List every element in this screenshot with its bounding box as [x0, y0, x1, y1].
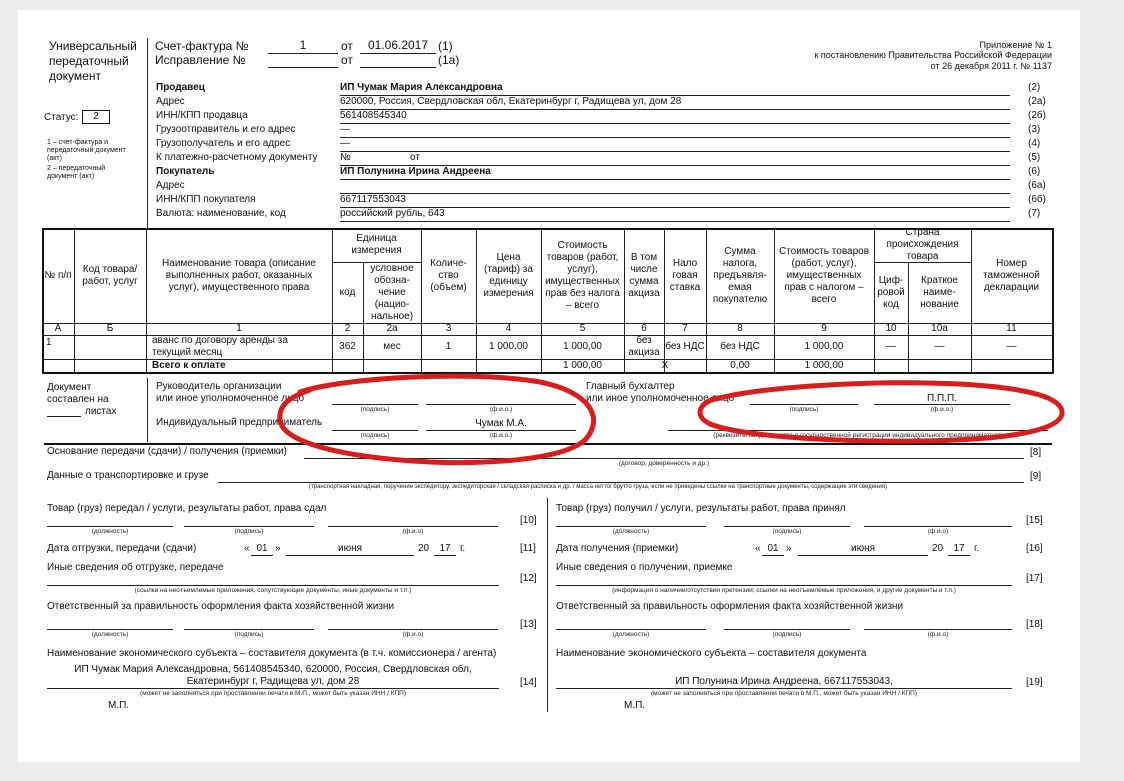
th-country-code: Циф-ровой код	[877, 274, 905, 310]
header-label-7: Адрес	[156, 180, 185, 191]
row-cell-12[interactable]: —	[886, 341, 896, 352]
row-cell-13[interactable]: —	[934, 341, 945, 352]
center-divider	[547, 498, 548, 712]
entity-left-line	[47, 688, 499, 689]
entity-right-label: Наименование экономического субъекта – составителя документа	[556, 648, 867, 659]
header-line-9	[340, 221, 1010, 222]
mp-left: М.П.	[108, 700, 130, 711]
code-15: [15]	[1026, 515, 1043, 526]
header-label-8: ИНН/КПП покупателя	[156, 194, 256, 205]
row-cell-11[interactable]: 1 000,00	[804, 341, 844, 352]
header-label-2: ИНН/КПП продавца	[156, 110, 248, 121]
basis-code: [8]	[1030, 447, 1042, 458]
mp-right: М.П.	[624, 700, 646, 711]
ip-sign-cap: (подпись)	[360, 432, 390, 439]
row-cell-9[interactable]: без НДС	[665, 341, 705, 352]
resp-left-pos-cap: (должность)	[91, 631, 129, 638]
row-cell-3[interactable]: 362	[339, 341, 356, 352]
row-cell-0[interactable]: 1	[46, 337, 52, 348]
doc-pages-line	[47, 416, 81, 417]
row-cell-2[interactable]: аванс по договору аренды за текущий месяц	[152, 335, 288, 358]
invoice-label: Счет-фактура №	[155, 39, 249, 53]
other-recv-line	[556, 585, 1012, 586]
doc-title-2: передаточный	[49, 54, 129, 68]
code-17: [17]	[1026, 573, 1043, 584]
table-bottom	[42, 372, 1052, 374]
total-tax[interactable]: 0,00	[730, 359, 750, 371]
appendix-3: от 26 декабря 2011 г. № 1137	[930, 61, 1052, 71]
resp-left-sign-cap: (подпись)	[234, 631, 264, 638]
ship-day[interactable]: 01	[256, 543, 268, 554]
entity-left-val-1[interactable]: ИП Чумак Мария Александровна, 561408545340, 620000, Россия, Свердловская обл,	[74, 664, 472, 675]
recv-day[interactable]: 01	[767, 543, 779, 554]
col-number-3: 2	[344, 323, 351, 334]
header-divider	[147, 38, 148, 228]
other-ship-label: Иные сведения об отгрузке, передаче	[47, 562, 224, 573]
recv-month-line	[798, 555, 928, 556]
ship-day-line	[251, 555, 273, 556]
handed-pos-line	[47, 526, 173, 527]
status-note-5: документ (акт)	[47, 173, 95, 180]
header-label-6: Покупатель	[156, 166, 215, 177]
row-cell-6[interactable]: 1 000,00	[489, 341, 528, 352]
invoice-date-line	[360, 53, 436, 54]
ship-day-close: »	[275, 543, 281, 554]
accountant-label-2: или иное уполномоченное лицо	[586, 393, 735, 404]
received-sign-line	[724, 526, 850, 527]
code-10: [10]	[520, 515, 537, 526]
code-18: [18]	[1026, 619, 1043, 630]
correction-date-line	[360, 67, 436, 68]
invoice-ot: от	[341, 39, 353, 53]
code-14: [14]	[520, 677, 537, 688]
col-number-12: 10	[885, 323, 897, 334]
accountant-label-1: Главный бухгалтер	[586, 381, 675, 392]
header-label-9: Валюта: наименование, код	[156, 208, 286, 219]
invoice-code: (1)	[438, 39, 453, 53]
head-fio-cap: (ф.и.о.)	[489, 406, 513, 413]
ip-fio[interactable]: Чумак М.А.	[475, 418, 527, 429]
ship-month-line	[286, 555, 414, 556]
col-number-14: 11	[1006, 323, 1017, 334]
header-value2-5[interactable]: от	[410, 152, 420, 163]
th-rate: Нало говая ставка	[669, 257, 701, 293]
ip-fio-line	[426, 430, 576, 431]
correction-number-line	[268, 67, 338, 68]
transport-label: Данные о транспортировке и грузе	[47, 470, 209, 481]
row-cell-7[interactable]: 1 000,00	[563, 341, 602, 352]
header-label-3: Грузоотправитель и его адрес	[156, 124, 296, 135]
correction-label: Исправление №	[155, 53, 246, 67]
col-number-13: 10а	[931, 323, 948, 334]
col-number-5: 3	[445, 323, 452, 334]
row-cell-10[interactable]: без НДС	[720, 341, 760, 352]
recv-year[interactable]: 17	[953, 543, 965, 554]
th-price: Цена (тариф) за единицу измерения	[483, 251, 534, 299]
ip-req-line	[668, 430, 1048, 431]
ip-label: Индивидуальный предприниматель	[156, 417, 323, 428]
header-code-7: (6а)	[1028, 180, 1046, 191]
recv-month[interactable]: июня	[850, 543, 876, 554]
header-value-1[interactable]: 620000, Россия, Свердловская обл, Екатеринбург г, Радищева ул, дом 28	[340, 96, 682, 107]
header-label-1: Адрес	[156, 96, 185, 107]
entity-right-val[interactable]: ИП Полунина Ирина Андреена, 667117553043,	[675, 676, 893, 687]
ip-req-cap: (реквизиты свидетельства о государственной регистрации индивидуального предпринимателя)	[713, 432, 1003, 439]
sign-divider	[147, 378, 148, 442]
header-label-0: Продавец	[156, 82, 205, 93]
accountant-fio-line	[874, 404, 1010, 405]
other-recv-cap: (информация о наличии/отсутствии претензии; ссылки на неотъемлемые приложения, и другие документы и т.п.)	[612, 587, 956, 594]
th-name: Наименование товара (описание выполненных работ, оказанных услуг), имущественного права	[162, 257, 316, 293]
th-unit-code: код	[339, 286, 356, 298]
th-country: Страна происхождения товара	[886, 227, 959, 262]
head-label-2: или иное уполномоченное лицо	[156, 393, 305, 404]
resp-right-pos-cap: (должность)	[612, 631, 650, 638]
col-number-9: 7	[682, 323, 688, 334]
row-cell-8[interactable]: без акциза	[628, 335, 660, 358]
resp-left-label: Ответственный за правильность оформления факта хозяйственной жизни	[47, 601, 395, 612]
resp-right-sign-line	[724, 629, 850, 630]
entity-right-line	[556, 688, 1012, 689]
col-number-1: Б	[106, 323, 114, 334]
basis-label: Основание передачи (сдачи) / получения (приемки)	[47, 446, 287, 457]
header-code-4: (4)	[1028, 138, 1041, 149]
accountant-sign-line	[750, 404, 858, 405]
header-label-4: Грузополучатель и его адрес	[156, 138, 291, 149]
status-note-2: передаточный документ	[47, 147, 126, 154]
header-value-8[interactable]: 667117553043	[340, 194, 406, 205]
doc-pages-3: листах	[85, 406, 117, 417]
handed-pos-cap: (должность)	[91, 528, 129, 535]
total-cost[interactable]: 1 000,00	[563, 359, 602, 371]
col-number-2: 1	[236, 323, 242, 334]
header-label-5: К платежно-расчетному документу	[156, 152, 318, 163]
th-excise: В том числе сумма акциза	[628, 251, 660, 299]
entity-left-val-2[interactable]: Екатеринбург г, Радищева ул, дом 28	[186, 676, 360, 687]
resp-right-fio-line	[864, 629, 1012, 630]
received-label: Товар (груз) получил / услуги, результаты работ, права принял	[556, 503, 846, 514]
basis-line	[304, 458, 1024, 459]
th-unit: Единица измерения	[351, 233, 402, 256]
recv-year-line	[948, 555, 970, 556]
total-x: X	[661, 359, 669, 371]
resp-right-fio-cap: (ф.и.о)	[927, 631, 949, 638]
code-11: [11]	[520, 543, 536, 554]
status-note-3: (акт)	[47, 155, 62, 162]
basis-cap: (договор; доверенность и др.)	[618, 460, 710, 467]
section-divider	[44, 443, 1052, 445]
appendix-1: Приложение № 1	[979, 40, 1052, 50]
code-16: [16]	[1026, 543, 1043, 554]
other-recv-label: Иные сведения о получении, приемке	[556, 562, 733, 573]
code-19: [19]	[1026, 677, 1043, 688]
head-sign-cap: (подпись)	[360, 406, 390, 413]
status-note-1: 1 – счет-фактура и	[47, 139, 109, 146]
invoice-number-line	[268, 53, 338, 54]
th-total: Стоимость товаров (работ, услуг), имущественных прав с налогом – всего	[778, 245, 870, 305]
th-unit-name: условное обозна-чение (нацио-нальное)	[370, 262, 414, 322]
handed-sign-line	[184, 526, 314, 527]
header-value-6[interactable]: ИП Полунина Ирина Андреена	[340, 166, 491, 177]
entity-right-cap: (может не заполняться при проставлении печати в М.П., может быть указан ИНН / КПП)	[650, 690, 917, 697]
resp-left-fio-cap: (ф.и.о)	[402, 631, 424, 638]
ship-year-pre: 20	[418, 543, 430, 554]
col-number-8: 6	[641, 323, 647, 334]
transport-line	[218, 482, 1024, 483]
entity-left-label: Наименование экономического субъекта – составителя документа (в т.ч. комиссионера / агента)	[47, 648, 497, 659]
invoice-date[interactable]: 01.06.2017	[367, 38, 429, 52]
resp-left-pos-line	[47, 629, 173, 630]
recv-date-label: Дата получения (приемки)	[556, 543, 679, 554]
correction-ot: от	[341, 53, 353, 67]
accountant-sign-cap: (подпись)	[789, 406, 819, 413]
document-sheet	[18, 10, 1080, 762]
head-fio-line	[426, 404, 576, 405]
correction-code: (1а)	[438, 53, 460, 67]
header-code-2: (2б)	[1028, 110, 1046, 121]
accountant-fio[interactable]: П.П.П.	[927, 393, 957, 404]
status-label: Статус:	[44, 112, 79, 123]
recv-day-line	[762, 555, 784, 556]
row-cell-4[interactable]: мес	[383, 341, 401, 352]
recv-year-pre: 20	[932, 543, 944, 554]
col-number-10: 8	[737, 323, 743, 334]
header-line-2	[340, 123, 1010, 124]
header-value-2[interactable]: 561408545340	[340, 110, 407, 121]
th-code: Код товара/ работ, услуг	[82, 263, 138, 287]
doc-title-1: Универсальный	[49, 39, 137, 53]
header-code-6: (6)	[1028, 166, 1041, 177]
header-value-9[interactable]: российский рубль, 643	[340, 208, 445, 219]
doc-pages-2: составлен на	[47, 394, 109, 405]
th-cost: Стоимость товаров (работ, услуг), имущественных прав без налога – всего	[545, 239, 620, 311]
resp-right-pos-line	[556, 629, 706, 630]
received-fio-line	[864, 526, 1012, 527]
header-line-3	[340, 137, 1010, 138]
received-fio-cap: (ф.и.о)	[927, 528, 949, 535]
th-num: № п/п	[44, 269, 72, 281]
resp-left-fio-line	[328, 629, 498, 630]
transport-code: [9]	[1030, 471, 1042, 482]
header-code-0: (2)	[1028, 82, 1041, 93]
accountant-fio-cap: (ф.и.о.)	[930, 406, 954, 413]
header-value-0[interactable]: ИП Чумак Мария Александровна	[340, 82, 503, 93]
handed-fio-cap: (ф.и.о)	[402, 528, 424, 535]
handed-sign-cap: (подпись)	[234, 528, 264, 535]
row-cell-1[interactable]	[74, 335, 146, 359]
header-line-6	[340, 179, 1010, 180]
ship-day-open: «	[244, 543, 250, 554]
header-code-1: (2а)	[1028, 96, 1046, 107]
other-ship-cap: (ссылки на неотъемлемые приложения, сопутствующие документы, иные документы и т.п.)	[134, 587, 412, 594]
transport-cap: (транспортная накладная, поручение экспедитору, экспедиторская / складская расписка и др. / масса нетто/ брутто груза, если не приведены ссылки на транспортные документы, содержащие эти сведения)	[309, 484, 887, 490]
head-label-1: Руководитель организации	[156, 381, 282, 392]
ip-fio-cap: (ф.и.о.)	[489, 432, 513, 439]
status-note-4: 2 – передаточный	[47, 165, 106, 172]
header-value-3[interactable]: —	[340, 124, 350, 135]
table-right	[1052, 228, 1054, 374]
ship-year-line	[434, 555, 456, 556]
handed-label: Товар (груз) передал / услуги, результаты работ, права сдал	[47, 503, 327, 514]
total-label: Всего к оплате	[152, 359, 226, 371]
total-total[interactable]: 1 000,00	[804, 359, 844, 371]
header-code-8: (6б)	[1028, 194, 1046, 205]
recv-year-suf: г.	[974, 543, 980, 554]
col-number-11: 9	[821, 323, 827, 334]
resp-right-label: Ответственный за правильность оформления факта хозяйственной жизни	[556, 601, 904, 612]
invoice-number[interactable]: 1	[299, 38, 307, 52]
header-line-4	[340, 151, 1010, 152]
entity-left-cap: (может не заполняться при проставлении печати в М.П., может быть указан ИНН / КПП)	[139, 690, 406, 697]
handed-fio-line	[328, 526, 498, 527]
received-pos-cap: (должность)	[612, 528, 650, 535]
th-customs: Номер таможенной декларации	[983, 257, 1040, 293]
header-value-5[interactable]: №	[340, 152, 351, 163]
col-number-0: А	[54, 323, 62, 334]
th-qty: Количе-ство (объем)	[430, 257, 467, 293]
th-tax: Сумма налога, предъявля-емая покупателю	[712, 245, 768, 305]
ship-year[interactable]: 17	[439, 543, 451, 554]
head-sign-line	[332, 404, 418, 405]
resp-left-sign-line	[184, 629, 314, 630]
other-ship-line	[47, 585, 499, 586]
code-12: [12]	[520, 573, 537, 584]
row-cell-5[interactable]: 1	[445, 341, 452, 352]
ship-year-suf: г.	[460, 543, 466, 554]
resp-right-sign-cap: (подпись)	[772, 631, 802, 638]
ship-month[interactable]: июня	[337, 543, 363, 554]
col-number-4: 2а	[386, 323, 398, 334]
header-code-9: (7)	[1028, 208, 1041, 219]
appendix-2: к постановлению Правительства Российской Федерации	[814, 50, 1052, 60]
received-pos-line	[556, 526, 706, 527]
doc-title-3: документ	[49, 69, 101, 83]
header-code-3: (3)	[1028, 124, 1041, 135]
recv-day-close: »	[786, 543, 792, 554]
doc-pages-1: Документ	[47, 382, 92, 393]
header-code-5: (5)	[1028, 152, 1041, 163]
ip-sign-line	[332, 430, 418, 431]
th-country-name: Краткое наиме-нование	[920, 274, 959, 310]
received-sign-cap: (подпись)	[772, 528, 802, 535]
col-number-6: 4	[505, 323, 512, 334]
col-number-7: 5	[579, 323, 586, 334]
recv-day-open: «	[755, 543, 761, 554]
header-value-4[interactable]: —	[340, 138, 350, 149]
header-line-7	[340, 193, 1010, 194]
ship-date-label: Дата отгрузки, передачи (сдачи)	[47, 543, 197, 554]
header-line-1	[340, 109, 1010, 110]
status-box[interactable]: 2	[82, 110, 110, 124]
row-cell-14[interactable]: —	[1006, 341, 1017, 352]
code-13: [13]	[520, 619, 537, 630]
